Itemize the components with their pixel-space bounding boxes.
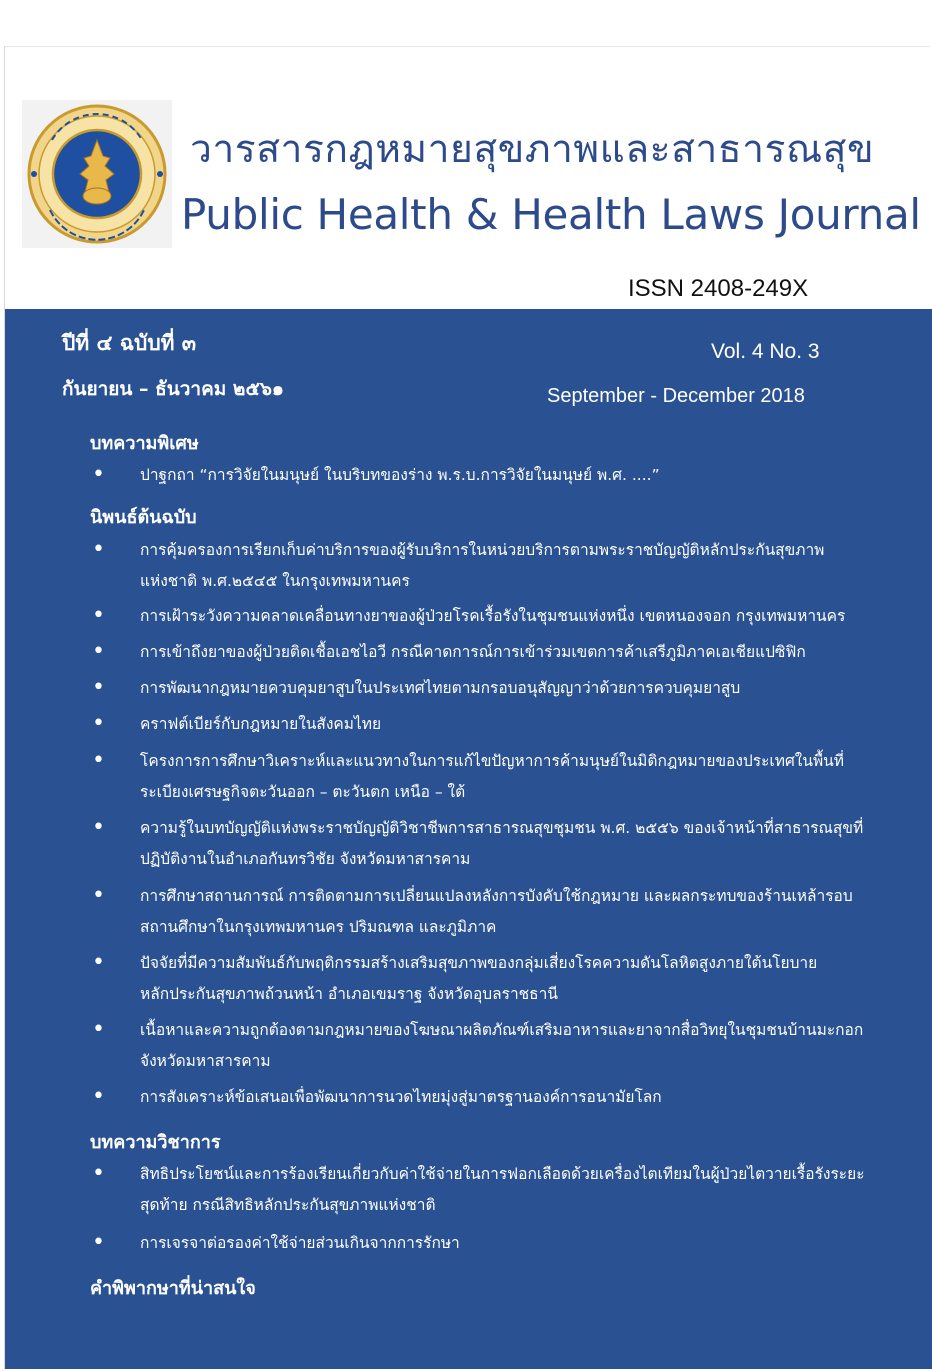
bullet-icon: • [92,1017,105,1042]
article-title: ปาฐกถา “การวิจัยในมนุษย์ ในบริบทของร่าง พ.ร.บ.การวิจัยในมนุษย์ พ.ศ. ....” [140,466,660,484]
bullet-icon: • [92,1230,105,1255]
bullet-icon: • [92,883,105,908]
article-title-continued: สถานศึกษาในกรุงเทพมหานคร ปริมณฑล และภูมิภาค [140,918,497,936]
journal-title-thai: วารสารกฎหมายสุขภาพและสาธารณสุข [190,127,875,172]
article-title-continued: หลักประกันสุขภาพถ้วนหน้า อำเภอเขมราฐ จังหวัดอุบลราชธานี [140,985,558,1003]
bullet-icon: • [92,603,105,628]
section-heading-judgments: คำพิพากษาที่น่าสนใจ [90,1278,256,1299]
article-title: เนื้อหาและความถูกต้องตามกฎหมายของโฆษณาผลิตภัณฑ์เสริมอาหารและยาจากสื่อวิทยุในชุมชนบ้านมะกอก [140,1021,864,1039]
article-title: การเจรจาต่อรองค่าใช้จ่ายส่วนเกินจากการรักษา [140,1234,460,1252]
article-title-continued: สุดท้าย กรณีสิทธิหลักประกันสุขภาพแห่งชาติ [140,1196,436,1214]
article-title: การเข้าถึงยาของผู้ป่วยติดเชื้อเอชไอวี กรณีคาดการณ์การเข้าร่วมเขตการค้าเสรีภูมิภาคเอเชียแปซิฟิก [140,643,806,661]
article-title-continued: ระเบียงเศรษฐกิจตะวันออก – ตะวันตก เหนือ – ใต้ [140,783,466,801]
article-title-continued: จังหวัดมหาสารคาม [140,1052,271,1070]
article-title: การศึกษาสถานการณ์ การติดตามการเปลี่ยนแปลงหลังการบังคับใช้กฎหมาย และผลกระทบของร้านเหล้ารอบ [140,887,853,905]
section-heading-original: นิพนธ์ต้นฉบับ [90,507,197,528]
article-title: ปัจจัยที่มีความสัมพันธ์กับพฤติกรรมสร้างเสริมสุขภาพของกลุ่มเสี่ยงโรคความดันโลหิตสูงภายใต้นโยบาย [140,954,818,972]
bullet-icon: • [92,1161,105,1186]
bullet-icon: • [92,711,105,736]
article-title: คราฟต์เบียร์กับกฎหมายในสังคมไทย [140,715,382,733]
section-heading-academic: บทความวิชาการ [90,1132,221,1153]
bullet-icon: • [92,675,105,700]
bullet-icon: • [92,639,105,664]
article-title: การคุ้มครองการเรียกเก็บค่าบริการของผู้รับบริการในหน่วยบริการตามพระราชบัญญัติหลักประกันสุขภาพ [140,541,825,559]
issue-date-english: September - December 2018 [547,385,805,407]
article-title: การพัฒนากฎหมายควบคุมยาสูบในประเทศไทยตามกรอบอนุสัญญาว่าด้วยการควบคุมยาสูบ [140,679,741,697]
bullet-icon: • [92,950,105,975]
bullet-icon: • [92,748,105,773]
article-title: ความรู้ในบทบัญญัติแห่งพระราชบัญญัติวิชาชีพการสาธารณสุขชุมชน พ.ศ. ๒๕๕๖ ของเจ้าหน้าที่สาธารณสุขที่ [140,819,864,837]
bullet-icon: • [92,537,105,562]
journal-title-english: Public Health & Health Laws Journal [181,190,921,239]
bullet-icon: • [92,1084,105,1109]
article-title: การเฝ้าระวังความคลาดเคลื่อนทางยาของผู้ป่วยโรคเรื้อรังในชุมชนแห่งหนึ่ง เขตหนองจอก กรุงเทพมหานคร [140,607,846,625]
issn-number: ISSN 2408-249X [628,275,809,302]
issue-date-thai: กันยายน – ธันวาคม ๒๕๖๑ [62,378,284,400]
article-title: โครงการการศึกษาวิเคราะห์และแนวทางในการแก้ไขปัญหาการค้ามนุษย์ในมิติกฎหมายของประเทศในพื้นที่ [140,752,844,770]
bullet-icon: • [92,462,105,487]
article-title: การสังเคราะห์ข้อเสนอเพื่อพัฒนาการนวดไทยมุ่งสู่มาตรฐานองค์การอนามัยโลก [140,1088,662,1106]
volume-number-english: Vol. 4 No. 3 [711,340,820,363]
article-title-continued: ปฏิบัติงานในอำเภอกันทรวิชัย จังหวัดมหาสารคาม [140,850,471,868]
article-title-continued: แห่งชาติ พ.ศ.๒๕๔๕ ในกรุงเทพมหานคร [140,572,410,590]
volume-number-thai: ปีที่ ๔ ฉบับที่ ๓ [62,331,197,355]
bullet-icon: • [92,815,105,840]
section-heading-special: บทความพิเศษ [90,433,199,454]
article-title: สิทธิประโยชน์และการร้องเรียนเกี่ยวกับค่าใช้จ่ายในการฟอกเลือดด้วยเครื่องไตเทียมในผู้ป่วยไตวายเรื้อรังระยะ [140,1165,865,1183]
mahidol-university-seal [22,100,172,248]
seal-emblem-icon [22,100,172,248]
